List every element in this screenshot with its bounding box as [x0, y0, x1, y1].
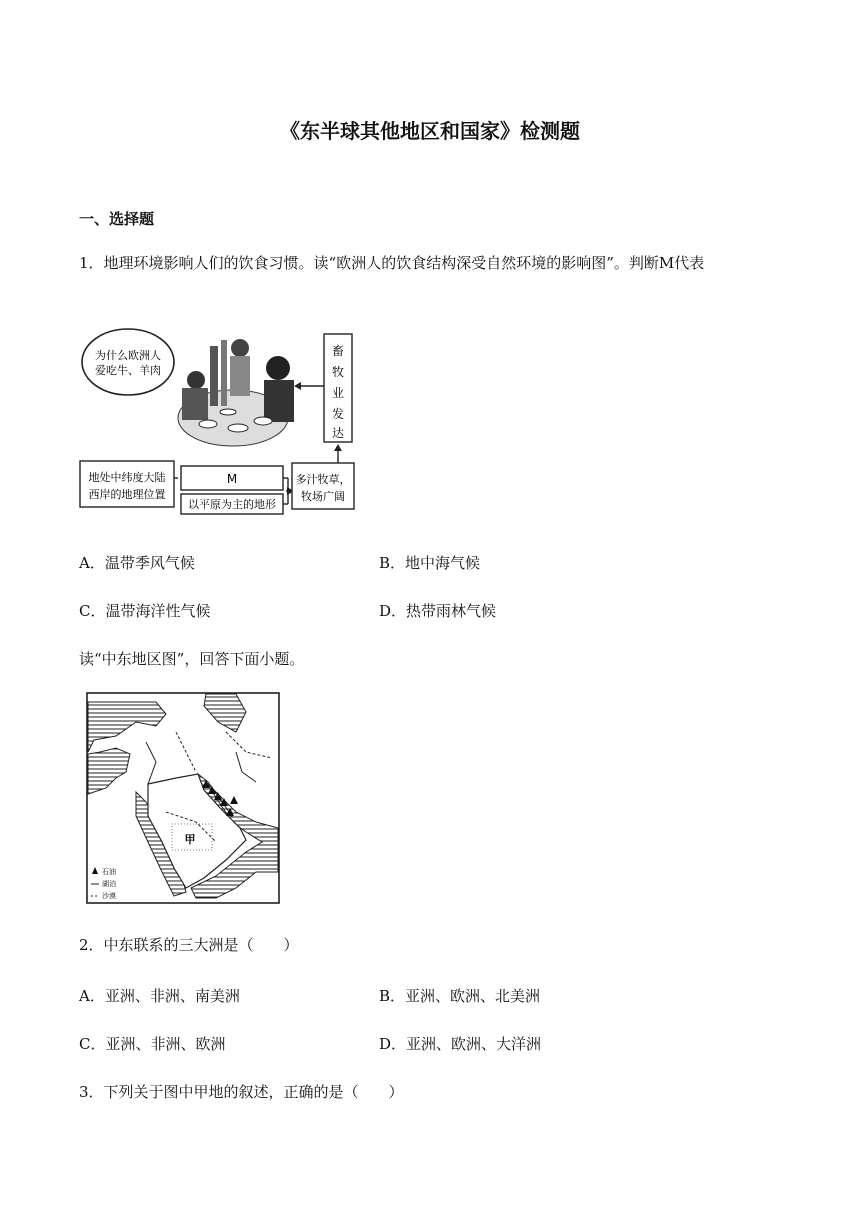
map-intro-text: 读“中东地区图”，回答下面小题。: [79, 650, 305, 668]
bubble-line-2: 爱吃牛、羊肉: [95, 364, 161, 377]
grass-line-2: 牧场广阔: [301, 490, 345, 503]
question-1-text: 1．地理环境影响人们的饮食习惯。读“欧洲人的饮食结构深受自然环境的影响图”。判断M代表: [79, 254, 705, 272]
dining-illustration: [178, 339, 294, 446]
livestock-char-1: 畜: [331, 344, 345, 358]
q1-option-c: C．温带海洋性气候: [79, 602, 211, 620]
question-2-text: 2．中东联系的三大洲是（ ）: [79, 936, 299, 954]
livestock-char-4: 发: [331, 407, 345, 421]
q1-option-d: D．热带雨林气候: [379, 602, 497, 620]
box-m-label: M: [226, 472, 238, 486]
location-line-1: 地处中纬度大陆: [88, 471, 166, 484]
legend-oil: 石油: [102, 868, 116, 876]
livestock-char-3: 业: [331, 386, 345, 400]
bubble-line-1: 为什么欧洲人: [95, 349, 161, 362]
location-line-2: 西岸的地理位置: [88, 488, 166, 501]
box-terrain-label: 以平原为主的地形: [188, 498, 276, 511]
middle-east-map: [86, 692, 280, 904]
q2-option-a: A．亚洲、非洲、南美洲: [79, 987, 240, 1005]
question-3-text: 3．下列关于图中甲地的叙述，正确的是（ ）: [79, 1083, 404, 1101]
grass-line-1: 多汁牧草，: [295, 473, 351, 486]
question-bubble: [82, 329, 174, 395]
q2-option-b: B．亚洲、欧洲、北美洲: [379, 987, 541, 1005]
page-title: 《东半球其他地区和国家》检测题: [280, 119, 580, 143]
q1-option-a: A．温带季风气候: [79, 554, 195, 572]
diet-diagram: [78, 326, 358, 516]
q1-option-b: B．地中海气候: [379, 554, 481, 572]
q2-option-d: D．亚洲、欧洲、大洋洲: [379, 1035, 542, 1053]
q2-option-c: C．亚洲、非洲、欧洲: [79, 1035, 226, 1053]
legend-lake: 湖泊: [102, 880, 116, 888]
livestock-char-2: 牧: [331, 365, 345, 379]
label-jia: 甲: [184, 833, 196, 846]
legend-desert: 沙漠: [102, 892, 116, 900]
livestock-char-5: 达: [331, 426, 345, 440]
section-heading: 一、选择题: [79, 210, 155, 228]
